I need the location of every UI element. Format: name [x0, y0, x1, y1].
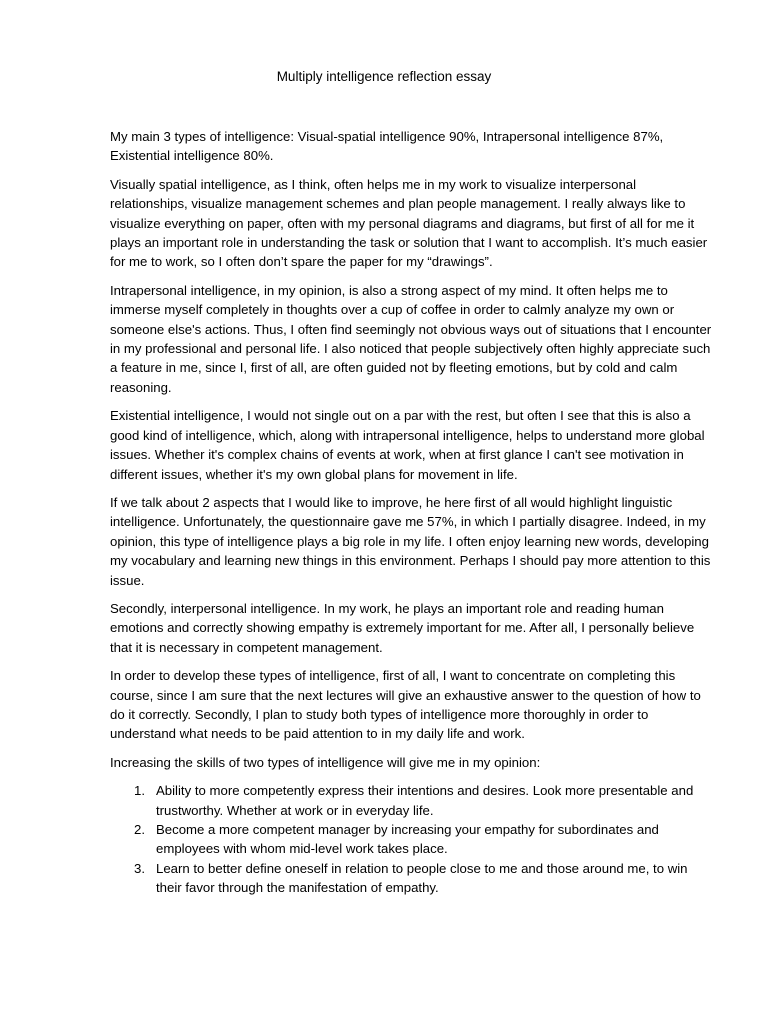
document-body	[110, 127, 714, 898]
paragraph-development-plan: In order to develop these types of intelligence, first of all, I want to concentrate on completing this course, since I am sure that the next lectures will give an exhaustive answer to the question of how to do it correctly. Secondly, I plan to study both types of intelligence more thoroughly in order to understand what needs to be paid attention to in my daily life and work.	[110, 668, 701, 742]
list-item	[110, 859, 714, 898]
paragraph-existential: Existential intelligence, I would not single out on a par with the rest, but often I see that this is also a good kind of intelligence, which, along with intrapersonal intelligence, helps to understand more global issues. Whether it's complex chains of events at work, when at first glance I can't see motivation in different issues, whether it's my own global plans for movement in life.	[110, 408, 705, 482]
paragraph-list-intro: Increasing the skills of two types of intelligence will give me in my opinion:	[110, 754, 541, 770]
paragraph-linguistic: If we talk about 2 aspects that I would like to improve, he here first of all would highlight linguistic intelligence. Unfortunately, the questionnaire gave me 57%, in which I partially disagree. Indeed, in my opinion, this type of intelligence plays a big role in my life. I often enjoy learning new words, developing my vocabulary and learning new things in this environment. Perhaps I should pay more attention to this issue.	[110, 494, 711, 588]
document-title: Multiply intelligence reflection essay	[276, 69, 492, 84]
list-item-text: Ability to more competently express their intentions and desires. Look more presentable and trustworthy. Whether at work or in everyday life.	[156, 783, 694, 818]
list-item-text: Learn to better define oneself in relation to people close to me and those around me, to win their favor through the manifestation of empathy.	[156, 860, 688, 896]
paragraph-interpersonal: Secondly, interpersonal intelligence. In my work, he plays an important role and reading human emotions and correctly showing empathy is extremely important for me. After all, I personally believe that it is necessary in competent management.	[110, 600, 695, 655]
list-number: 1.	[134, 783, 145, 799]
list-item-text: Become a more competent manager by increasing your empathy for subordinates and employees with whom mid-level work takes place.	[156, 822, 659, 857]
benefits-list	[110, 781, 714, 897]
list-item	[110, 781, 714, 820]
list-number: 3.	[134, 860, 145, 876]
paragraph-intelligence-scores: My main 3 types of intelligence: Visual-spatial intelligence 90%, Intrapersonal intelligence 87%, Existential intelligence 80%.	[110, 129, 664, 164]
paragraph-visual-spatial: Visually spatial intelligence, as I think, often helps me in my work to visualize interpersonal relationships, visualize management schemes and plan people management. I really always like to visualize everything on paper, often with my personal diagrams and diagrams, but first of all for me it plays an important role in understanding the task or solution that I want to accomplish. It’s much easier for me to work, so I often don’t spare the paper for my “drawings”.	[110, 176, 708, 270]
list-number: 2.	[134, 822, 145, 837]
list-item	[110, 820, 714, 859]
paragraph-intrapersonal: Intrapersonal intelligence, in my opinion, is also a strong aspect of my mind. It often helps me to immerse myself completely in thoughts over a cup of coffee in order to calmly analyze my own or someone else's actions. Thus, I often find seemingly not obvious ways out of situations that I encounter in my professional and personal life. I also noticed that people subjectively often highly appreciate such a feature in me, since I, first of all, are often guided not by fleeting emotions, but by cold and calm reasoning.	[110, 282, 712, 395]
